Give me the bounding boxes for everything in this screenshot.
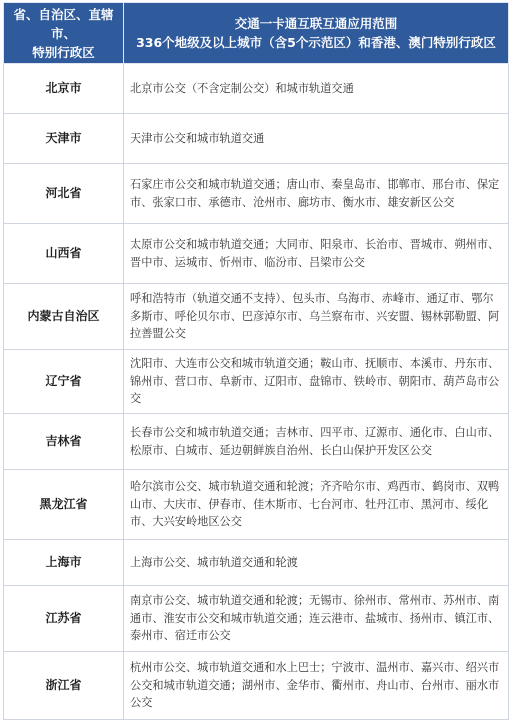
region-cell: 江苏省: [4, 586, 124, 652]
table-row: [4, 652, 509, 720]
header-scope-column: [124, 3, 509, 64]
document-page: [0, 2, 513, 710]
region-cell: 北京市: [4, 64, 124, 114]
header-region-line2: 特别行政区: [32, 44, 95, 60]
scope-cell: 长春市公交和城市轨道交通；吉林市、四平市、辽源市、通化市、白山市、松原市、白城市、延边朝鲜族自治州、长白山保护开发区公交: [124, 414, 509, 470]
interconnection-scope-table: [3, 2, 509, 720]
region-cell: 河北省: [4, 164, 124, 224]
region-cell: 黑龙江省: [4, 470, 124, 540]
region-cell: 天津市: [4, 114, 124, 164]
region-cell: 辽宁省: [4, 350, 124, 414]
scope-cell: 杭州市公交、城市轨道交通和水上巴士；宁波市、温州市、嘉兴市、绍兴市公交和城市轨道交通；湖州市、金华市、衢州市、舟山市、台州市、丽水市公交: [124, 652, 509, 720]
header-region-column: [4, 3, 124, 64]
table-row: [4, 350, 509, 414]
scope-cell: 呼和浩特市（轨道交通不支持）、包头市、乌海市、赤峰市、通辽市、鄂尔多斯市、呼伦贝尔市、巴彦淖尔市、乌兰察布市、兴安盟、锡林郭勒盟、阿拉善盟公交: [124, 284, 509, 350]
region-cell: 浙江省: [4, 652, 124, 720]
scope-cell: 北京市公交（不含定制公交）和城市轨道交通: [124, 64, 509, 114]
scope-cell: 沈阳市、大连市公交和城市轨道交通；鞍山市、抚顺市、本溪市、丹东市、锦州市、营口市、阜新市、辽阳市、盘锦市、铁岭市、朝阳市、葫芦岛市公交: [124, 350, 509, 414]
header-region-line1: 省、自治区、直辖市、: [13, 6, 114, 41]
header-scope-line2: 336个地级及以上城市（含5个示范区）和香港、澳门特别行政区: [136, 35, 496, 50]
table-row: [4, 224, 509, 284]
table-row: [4, 284, 509, 350]
scope-cell: 太原市公交和城市轨道交通；大同市、阳泉市、长治市、晋城市、朔州市、晋中市、运城市、忻州市、临汾市、吕梁市公交: [124, 224, 509, 284]
table-row: [4, 470, 509, 540]
table-row: [4, 414, 509, 470]
scope-cell: 天津市公交和城市轨道交通: [124, 114, 509, 164]
region-cell: 内蒙古自治区: [4, 284, 124, 350]
region-cell: 山西省: [4, 224, 124, 284]
region-cell: 上海市: [4, 540, 124, 586]
table-row: [4, 114, 509, 164]
scope-cell: 哈尔滨市公交、城市轨道交通和轮渡；齐齐哈尔市、鸡西市、鹤岗市、双鸭山市、大庆市、伊春市、佳木斯市、七台河市、牡丹江市、黑河市、绥化市、大兴安岭地区公交: [124, 470, 509, 540]
header-scope-line1: 交通一卡通互联互通应用范围: [234, 16, 398, 31]
table-row: [4, 540, 509, 586]
table-row: [4, 64, 509, 114]
table-row: [4, 164, 509, 224]
table-row: [4, 586, 509, 652]
region-cell: 吉林省: [4, 414, 124, 470]
scope-cell: 石家庄市公交和城市轨道交通；唐山市、秦皇岛市、邯郸市、邢台市、保定市、张家口市、承德市、沧州市、廊坊市、衡水市、雄安新区公交: [124, 164, 509, 224]
scope-cell: 南京市公交、城市轨道交通和轮渡；无锡市、徐州市、常州市、苏州市、南通市、淮安市公交和城市轨道交通；连云港市、盐城市、扬州市、镇江市、泰州市、宿迁市公交: [124, 586, 509, 652]
table-header-row: [4, 3, 509, 64]
scope-cell: 上海市公交、城市轨道交通和轮渡: [124, 540, 509, 586]
